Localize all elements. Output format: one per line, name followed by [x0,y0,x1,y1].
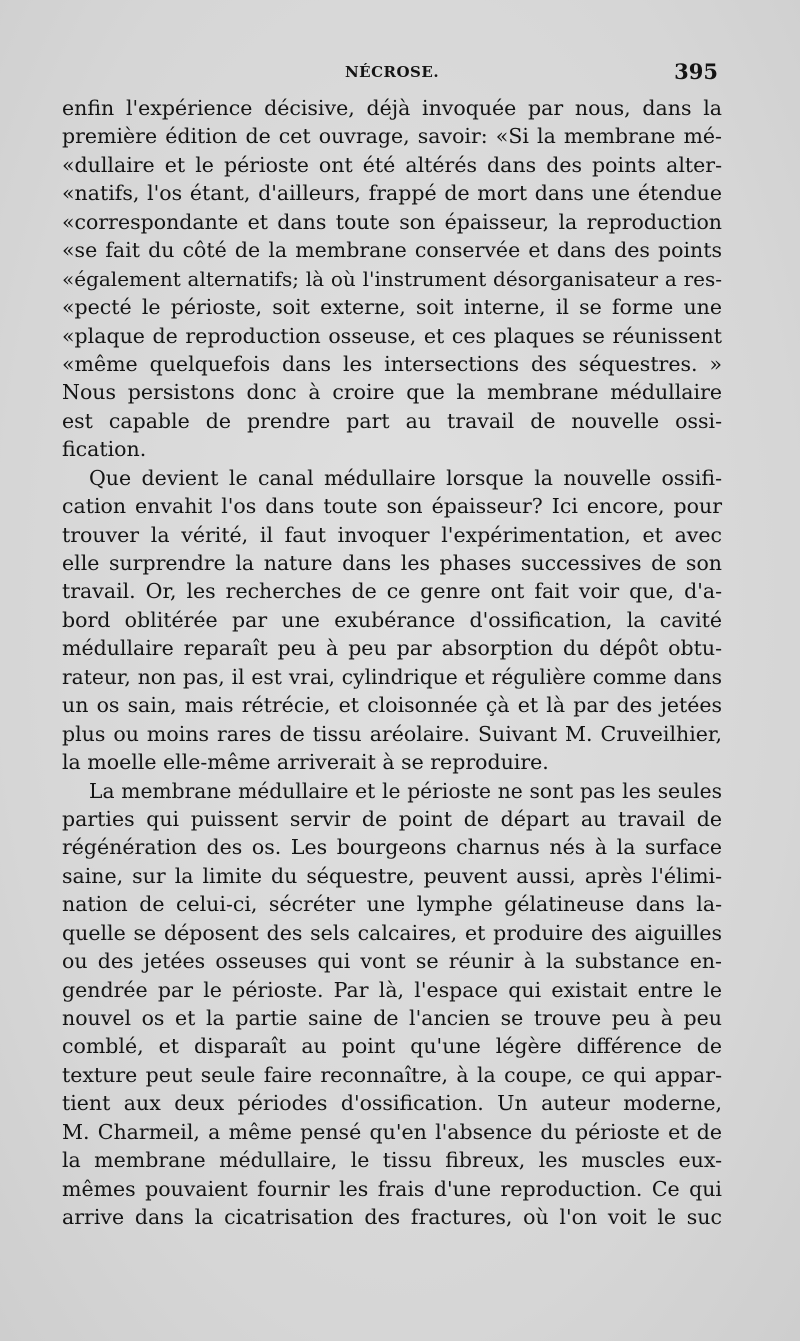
page-number: 395 [674,59,718,84]
text-line: quelle se déposent des sels calcaires, et produire des aiguilles [62,920,722,945]
text-line: «dullaire et le périoste ont été altérés dans des points alter- [62,152,722,177]
text-line: «également alternatifs; là où l'instrument désorganisateur a res- [62,266,722,291]
text-line: plus ou moins rares de tissu aréolaire. Suivant M. Cruveilhier, [62,721,722,746]
text-line: texture peut seule faire reconnaître, à la coupe, ce qui appar- [62,1062,722,1087]
text-line: cation envahit l'os dans toute son épaisseur? Ici encore, pour [62,494,722,519]
text-line: parties qui puissent servir de point de départ au travail de [62,806,722,831]
text-line: Nous persistons donc à croire que la membrane médullaire [62,380,722,405]
text-line: la membrane médullaire, le tissu fibreux, les muscles eux- [62,1148,722,1173]
text-line: «natifs, l'os étant, d'ailleurs, frappé de mort dans une étendue [62,181,722,206]
text-line: «pecté le périoste, soit externe, soit interne, il se forme une [62,295,722,320]
text-line: médullaire reparaît peu à peu par absorption du dépôt obtu- [62,636,722,661]
text-line: enfin l'expérience décisive, déjà invoquée par nous, dans la [62,96,722,120]
text-line: «plaque de reproduction osseuse, et ces plaques se réunissent [62,323,722,348]
text-line: gendrée par le périoste. Par là, l'espace qui existait entre le [62,977,722,1002]
text-line: «se fait du côté de la membrane conservée et dans des points [62,238,722,263]
text-line: bord oblitérée par une exubérance d'ossification, la cavité [62,607,722,632]
text-line: comblé, et disparaît au point qu'une légère différence de [62,1034,722,1059]
running-title: NÉCROSE. [344,63,440,81]
text-line: M. Charmeil, a même pensé qu'en l'absence du périoste et de [62,1119,722,1144]
text-line: nation de celui-ci, sécréter une lymphe gélatineuse dans la- [62,892,722,917]
text-line: travail. Or, les recherches de ce genre ont fait voir que, d'a- [62,579,722,604]
text-line: ou des jetées osseuses qui vont se réunir à la substance en- [62,949,722,974]
text-line: fication. [62,437,147,462]
text-line: «correspondante et dans toute son épaisseur, la reproduction [62,209,722,234]
text-line: tient aux deux périodes d'ossification. Un auteur moderne, [62,1091,722,1116]
text-line: est capable de prendre part au travail de nouvelle ossi- [62,408,722,433]
text-line: «même quelquefois dans les intersections des séquestres. » [62,351,722,376]
running-head [62,59,722,89]
text-line: mêmes pouvaient fournir les frais d'une reproduction. Ce qui [62,1176,722,1201]
text-line: rateur, non pas, il est vrai, cylindrique et régulière comme dans [62,664,722,689]
body-text [62,94,722,1232]
text-line: trouver la vérité, il faut invoquer l'expérimentation, et avec [62,522,722,547]
text-line: un os sain, mais rétrécie, et cloisonnée çà et là par des jetées [62,693,722,718]
text-line: première édition de cet ouvrage, savoir: «Si la membrane mé- [62,124,722,149]
text-line: arrive dans la cicatrisation des fractures, où l'on voit le suc [62,1205,722,1230]
text-line: La membrane médullaire et le périoste ne sont pas les seules [89,778,722,803]
text-line: régénération des os. Les bourgeons charnus nés à la surface [62,835,722,860]
text-line: saine, sur la limite du séquestre, peuvent aussi, après l'élimi- [62,863,722,888]
text-line: Que devient le canal médullaire lorsque la nouvelle ossifi- [89,465,722,490]
text-line: nouvel os et la partie saine de l'ancien se trouve peu à peu [62,1006,722,1030]
text-line: la moelle elle-même arriverait à se reproduire. [62,750,549,775]
text-line: elle surprendre la nature dans les phases successives de son [62,551,722,575]
